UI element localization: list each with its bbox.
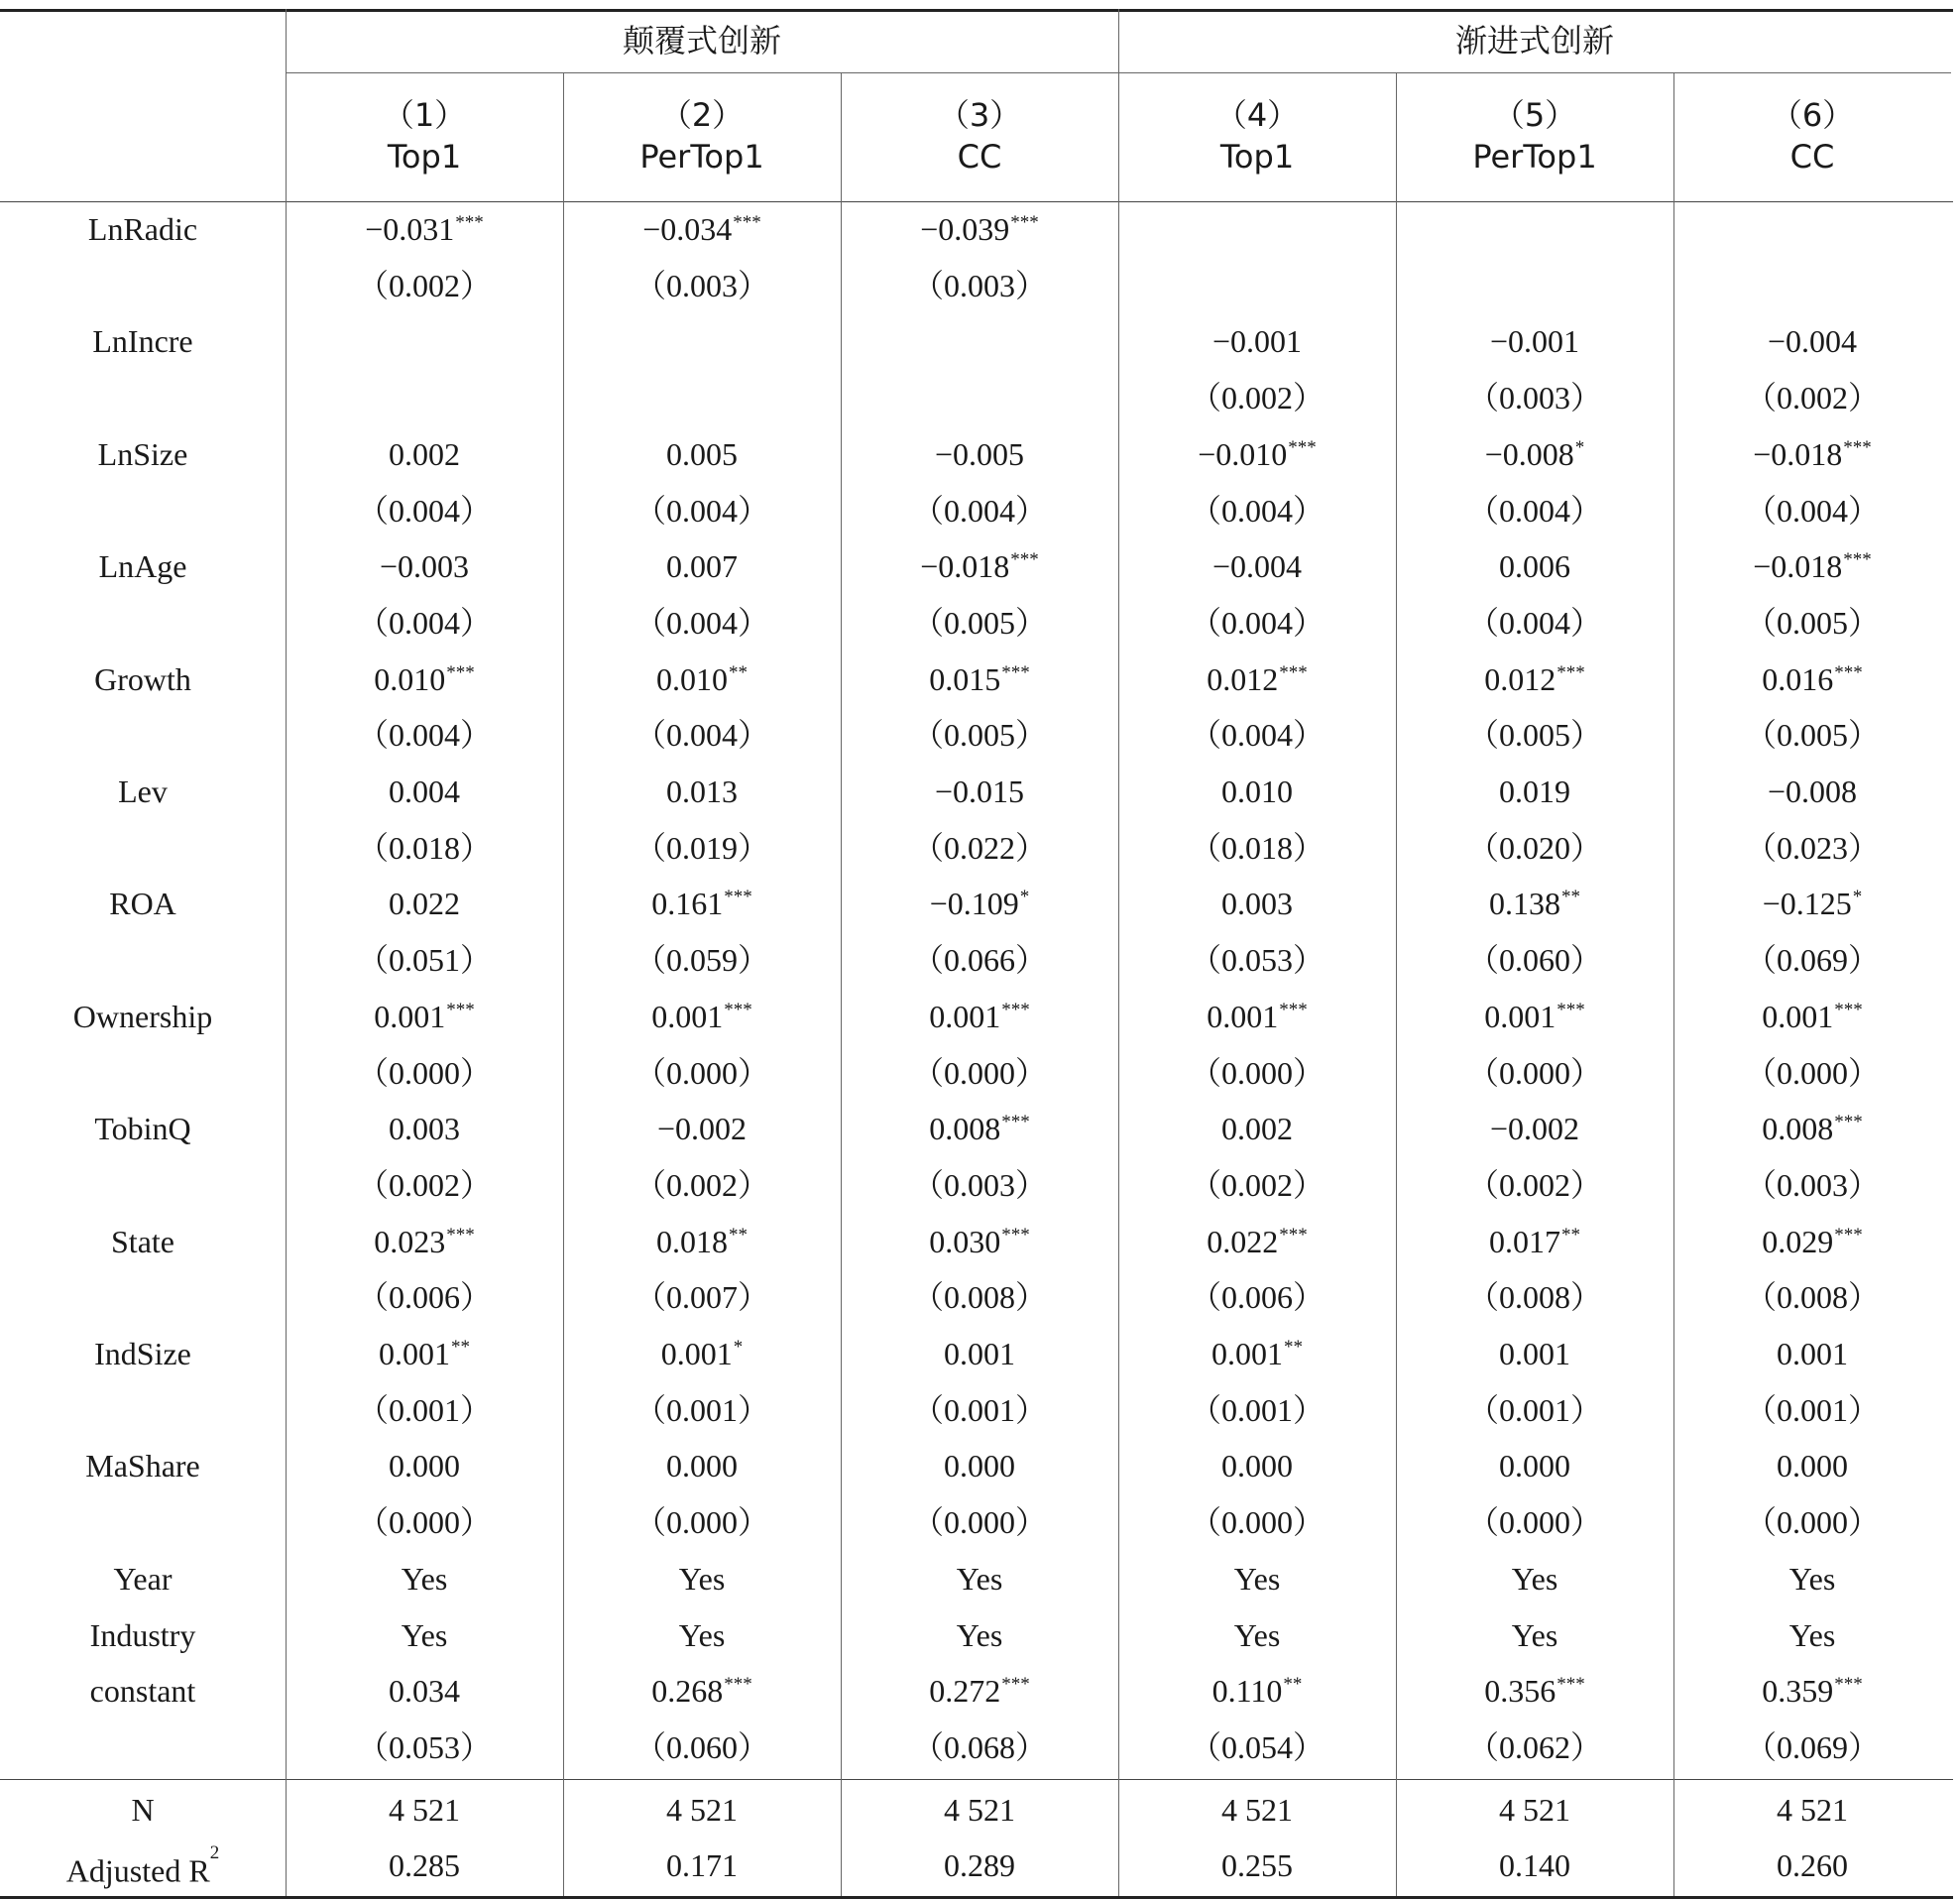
row-label: LnAge bbox=[98, 548, 187, 585]
coefficient: Yes bbox=[1511, 1560, 1558, 1597]
coefficient: 0.000 bbox=[1499, 1448, 1570, 1484]
coefficient: −0.109* bbox=[929, 886, 1030, 922]
coefficient: 0.268*** bbox=[651, 1673, 752, 1710]
model-number: （5） bbox=[1492, 96, 1577, 134]
standard-error: （0.008） bbox=[911, 1279, 1047, 1316]
standard-error: （0.066） bbox=[911, 942, 1047, 979]
coefficient: −0.004 bbox=[1211, 548, 1303, 585]
coefficient: Yes bbox=[1233, 1560, 1281, 1597]
row-label: Year bbox=[113, 1560, 173, 1597]
model-dependent-variable: CC bbox=[1789, 138, 1835, 176]
coefficient: −0.002 bbox=[656, 1111, 748, 1147]
standard-error: （0.051） bbox=[356, 942, 492, 979]
standard-error: （0.005） bbox=[1744, 604, 1880, 641]
coefficient: 0.000 bbox=[1221, 1448, 1293, 1484]
coefficient: −0.015 bbox=[934, 773, 1025, 809]
standard-error: （0.003） bbox=[911, 267, 1047, 303]
coefficient: −0.034*** bbox=[642, 211, 761, 247]
coefficient: 0.034 bbox=[389, 1673, 460, 1710]
standard-error: （0.004） bbox=[1189, 604, 1325, 641]
coefficient: 0.356*** bbox=[1484, 1673, 1585, 1710]
standard-error: （0.062） bbox=[1466, 1728, 1602, 1765]
standard-error: （0.018） bbox=[1189, 829, 1325, 866]
row-label: Industry bbox=[89, 1616, 196, 1653]
standard-error: （0.004） bbox=[634, 604, 769, 641]
coefficient: −0.018*** bbox=[1753, 548, 1872, 585]
coefficient: 0.010 bbox=[1221, 773, 1293, 809]
standard-error: （0.001） bbox=[634, 1391, 769, 1428]
standard-error: （0.004） bbox=[634, 492, 769, 529]
coefficient: 0.000 bbox=[389, 1448, 460, 1484]
standard-error: （0.000） bbox=[634, 1054, 769, 1091]
coefficient: 0.272*** bbox=[929, 1673, 1030, 1710]
coefficient: 0.019 bbox=[1499, 773, 1570, 809]
footer-label-text: Adjusted R bbox=[65, 1852, 210, 1889]
coefficient: −0.039*** bbox=[920, 211, 1039, 247]
standard-error: （0.000） bbox=[1466, 1054, 1602, 1091]
coefficient: 0.002 bbox=[389, 435, 460, 472]
standard-error: （0.060） bbox=[1466, 942, 1602, 979]
footer-label-text: N bbox=[131, 1791, 155, 1828]
coefficient: 0.016*** bbox=[1762, 660, 1863, 697]
coefficient: 0.004 bbox=[389, 773, 460, 809]
coefficient: −0.001 bbox=[1211, 323, 1303, 360]
coefficient: Yes bbox=[401, 1560, 448, 1597]
coefficient: −0.004 bbox=[1767, 323, 1858, 360]
standard-error: （0.059） bbox=[634, 942, 769, 979]
standard-error: （0.004） bbox=[356, 492, 492, 529]
coefficient: Yes bbox=[678, 1560, 726, 1597]
standard-error: （0.000） bbox=[1189, 1054, 1325, 1091]
body-bottom-rule bbox=[0, 1779, 1953, 1780]
coefficient: 0.023*** bbox=[374, 1223, 475, 1259]
group-underline bbox=[1118, 72, 1951, 73]
coefficient: Yes bbox=[1788, 1616, 1836, 1653]
coefficient: 0.015*** bbox=[929, 660, 1030, 697]
coefficient: Yes bbox=[956, 1616, 1003, 1653]
coefficient: 0.017** bbox=[1489, 1223, 1580, 1259]
coefficient: 0.022 bbox=[389, 886, 460, 922]
footer-label bbox=[0, 1782, 286, 1838]
coefficient: −0.001 bbox=[1489, 323, 1580, 360]
model-number: （2） bbox=[659, 96, 745, 134]
coefficient: −0.003 bbox=[379, 548, 470, 585]
coefficient: 0.007 bbox=[666, 548, 738, 585]
standard-error: （0.000） bbox=[1744, 1054, 1880, 1091]
standard-error: （0.023） bbox=[1744, 829, 1880, 866]
standard-error: （0.053） bbox=[356, 1728, 492, 1765]
coefficient: 0.001*** bbox=[1484, 998, 1585, 1034]
standard-error: （0.003） bbox=[911, 1166, 1047, 1203]
coefficient: 0.010** bbox=[656, 660, 748, 697]
coefficient: 0.001*** bbox=[1762, 998, 1863, 1034]
standard-error: （0.000） bbox=[1466, 1504, 1602, 1541]
standard-error: （0.007） bbox=[634, 1279, 769, 1316]
standard-error: （0.008） bbox=[1744, 1279, 1880, 1316]
coefficient: 0.001* bbox=[660, 1336, 744, 1371]
group-underline bbox=[286, 72, 1118, 73]
coefficient: 0.110** bbox=[1211, 1673, 1303, 1710]
row-label: State bbox=[111, 1223, 174, 1259]
coefficient: 0.000 bbox=[944, 1448, 1015, 1484]
row-label: Lev bbox=[118, 773, 168, 809]
coefficient: 0.005 bbox=[666, 435, 738, 472]
standard-error: （0.068） bbox=[911, 1728, 1047, 1765]
standard-error: （0.005） bbox=[1744, 717, 1880, 754]
standard-error: （0.022） bbox=[911, 829, 1047, 866]
coefficient: 0.001** bbox=[379, 1336, 470, 1371]
footer-label-superscript: 2 bbox=[209, 1842, 220, 1864]
row-label: Ownership bbox=[72, 998, 213, 1034]
coefficient: Yes bbox=[1511, 1616, 1558, 1653]
model-number: （3） bbox=[937, 96, 1022, 134]
row-label: Growth bbox=[94, 660, 191, 697]
standard-error: （0.002） bbox=[1744, 380, 1880, 416]
coefficient: −0.002 bbox=[1489, 1111, 1580, 1147]
coefficient: −0.010*** bbox=[1198, 435, 1317, 472]
top-rule bbox=[0, 9, 1953, 12]
footer-value: 0.171 bbox=[666, 1847, 738, 1884]
coefficient: 0.018** bbox=[656, 1223, 748, 1259]
coefficient: −0.005 bbox=[934, 435, 1025, 472]
standard-error: （0.003） bbox=[634, 267, 769, 303]
coefficient: 0.000 bbox=[666, 1448, 738, 1484]
coefficient: 0.359*** bbox=[1762, 1673, 1863, 1710]
coefficient: Yes bbox=[1788, 1560, 1836, 1597]
standard-error: （0.002） bbox=[356, 1166, 492, 1203]
group-header: 颠覆式创新 bbox=[622, 22, 781, 59]
standard-error: （0.000） bbox=[1189, 1504, 1325, 1541]
coefficient: −0.018*** bbox=[920, 548, 1039, 585]
coefficient: −0.018*** bbox=[1753, 435, 1872, 472]
coefficient: 0.012*** bbox=[1484, 660, 1585, 697]
standard-error: （0.018） bbox=[356, 829, 492, 866]
row-label: MaShare bbox=[85, 1448, 200, 1484]
coefficient: 0.001 bbox=[1499, 1336, 1570, 1371]
coefficient: 0.001*** bbox=[374, 998, 475, 1034]
standard-error: （0.002） bbox=[634, 1166, 769, 1203]
standard-error: （0.000） bbox=[634, 1504, 769, 1541]
coefficient: 0.022*** bbox=[1207, 1223, 1308, 1259]
model-number: （4） bbox=[1214, 96, 1300, 134]
standard-error: （0.006） bbox=[1189, 1279, 1325, 1316]
standard-error: （0.069） bbox=[1744, 942, 1880, 979]
row-label: LnRadic bbox=[87, 211, 198, 247]
coefficient: −0.031*** bbox=[365, 211, 484, 247]
standard-error: （0.004） bbox=[356, 717, 492, 754]
standard-error: （0.004） bbox=[1466, 604, 1602, 641]
coefficient: 0.008*** bbox=[929, 1111, 1030, 1147]
coefficient: 0.003 bbox=[1221, 886, 1293, 922]
standard-error: （0.004） bbox=[1466, 492, 1602, 529]
footer-value: 4 521 bbox=[1221, 1791, 1293, 1828]
standard-error: （0.003） bbox=[1744, 1166, 1880, 1203]
standard-error: （0.019） bbox=[634, 829, 769, 866]
footer-value: 0.255 bbox=[1221, 1847, 1293, 1884]
standard-error: （0.020） bbox=[1466, 829, 1602, 866]
standard-error: （0.004） bbox=[911, 492, 1047, 529]
footer-value: 4 521 bbox=[1499, 1791, 1570, 1828]
standard-error: （0.000） bbox=[356, 1504, 492, 1541]
standard-error: （0.000） bbox=[356, 1054, 492, 1091]
standard-error: （0.004） bbox=[1189, 492, 1325, 529]
model-dependent-variable: Top1 bbox=[387, 138, 462, 176]
row-label: LnIncre bbox=[92, 323, 193, 360]
coefficient: 0.006 bbox=[1499, 548, 1570, 585]
coefficient: 0.001 bbox=[1777, 1336, 1848, 1371]
standard-error: （0.000） bbox=[911, 1054, 1047, 1091]
coefficient: −0.125* bbox=[1762, 886, 1863, 922]
footer-label bbox=[0, 1838, 286, 1899]
standard-error: （0.054） bbox=[1189, 1728, 1325, 1765]
coefficient: 0.001*** bbox=[651, 998, 752, 1034]
coefficient: Yes bbox=[678, 1616, 726, 1653]
coefficient: 0.030*** bbox=[929, 1223, 1030, 1259]
standard-error: （0.005） bbox=[911, 604, 1047, 641]
model-dependent-variable: PerTop1 bbox=[639, 138, 764, 176]
row-label: TobinQ bbox=[94, 1111, 191, 1147]
row-label: IndSize bbox=[94, 1336, 191, 1371]
model-dependent-variable: Top1 bbox=[1219, 138, 1295, 176]
standard-error: （0.053） bbox=[1189, 942, 1325, 979]
coefficient: Yes bbox=[401, 1616, 448, 1653]
coefficient: 0.001*** bbox=[1207, 998, 1308, 1034]
coefficient: −0.008* bbox=[1484, 435, 1585, 472]
standard-error: （0.003） bbox=[1466, 380, 1602, 416]
coefficient: 0.138** bbox=[1489, 886, 1580, 922]
standard-error: （0.005） bbox=[1466, 717, 1602, 754]
standard-error: （0.008） bbox=[1466, 1279, 1602, 1316]
regression-table bbox=[0, 9, 1953, 1888]
model-number: （6） bbox=[1770, 96, 1855, 134]
standard-error: （0.060） bbox=[634, 1728, 769, 1765]
row-label: ROA bbox=[109, 886, 176, 922]
coefficient: Yes bbox=[1233, 1616, 1281, 1653]
footer-value: 4 521 bbox=[944, 1791, 1015, 1828]
coefficient: −0.008 bbox=[1767, 773, 1858, 809]
standard-error: （0.005） bbox=[911, 717, 1047, 754]
coefficient: 0.002 bbox=[1221, 1111, 1293, 1147]
footer-value: 0.289 bbox=[944, 1847, 1015, 1884]
row-label: constant bbox=[89, 1673, 196, 1710]
coefficient: 0.012*** bbox=[1207, 660, 1308, 697]
coefficient: 0.001 bbox=[944, 1336, 1015, 1371]
standard-error: （0.006） bbox=[356, 1279, 492, 1316]
footer-value: 4 521 bbox=[1777, 1791, 1848, 1828]
footer-value: 4 521 bbox=[666, 1791, 738, 1828]
standard-error: （0.002） bbox=[356, 267, 492, 303]
standard-error: （0.069） bbox=[1744, 1728, 1880, 1765]
group-header: 渐进式创新 bbox=[1454, 22, 1614, 59]
standard-error: （0.000） bbox=[1744, 1504, 1880, 1541]
standard-error: （0.004） bbox=[1189, 717, 1325, 754]
coefficient: 0.000 bbox=[1777, 1448, 1848, 1484]
standard-error: （0.001） bbox=[1466, 1391, 1602, 1428]
standard-error: （0.000） bbox=[911, 1504, 1047, 1541]
model-dependent-variable: PerTop1 bbox=[1472, 138, 1597, 176]
coefficient: 0.008*** bbox=[1762, 1111, 1863, 1147]
model-number: （1） bbox=[382, 96, 467, 134]
coefficient: 0.001** bbox=[1211, 1336, 1303, 1371]
coefficient: 0.001*** bbox=[929, 998, 1030, 1034]
standard-error: （0.004） bbox=[634, 717, 769, 754]
footer-value: 0.140 bbox=[1499, 1847, 1570, 1884]
model-dependent-variable: CC bbox=[957, 138, 1002, 176]
standard-error: （0.001） bbox=[1744, 1391, 1880, 1428]
coefficient: 0.161*** bbox=[651, 886, 752, 922]
standard-error: （0.001） bbox=[911, 1391, 1047, 1428]
standard-error: （0.002） bbox=[1466, 1166, 1602, 1203]
coefficient: 0.029*** bbox=[1762, 1223, 1863, 1259]
coefficient: Yes bbox=[956, 1560, 1003, 1597]
standard-error: （0.004） bbox=[1744, 492, 1880, 529]
footer-value: 0.285 bbox=[389, 1847, 460, 1884]
footer-value: 4 521 bbox=[389, 1791, 460, 1828]
standard-error: （0.001） bbox=[356, 1391, 492, 1428]
standard-error: （0.001） bbox=[1189, 1391, 1325, 1428]
row-label: LnSize bbox=[97, 435, 188, 472]
standard-error: （0.002） bbox=[1189, 1166, 1325, 1203]
coefficient: 0.013 bbox=[666, 773, 738, 809]
footer-value: 0.260 bbox=[1777, 1847, 1848, 1884]
standard-error: （0.004） bbox=[356, 604, 492, 641]
coefficient: 0.003 bbox=[389, 1111, 460, 1147]
standard-error: （0.002） bbox=[1189, 380, 1325, 416]
coefficient: 0.010*** bbox=[374, 660, 475, 697]
